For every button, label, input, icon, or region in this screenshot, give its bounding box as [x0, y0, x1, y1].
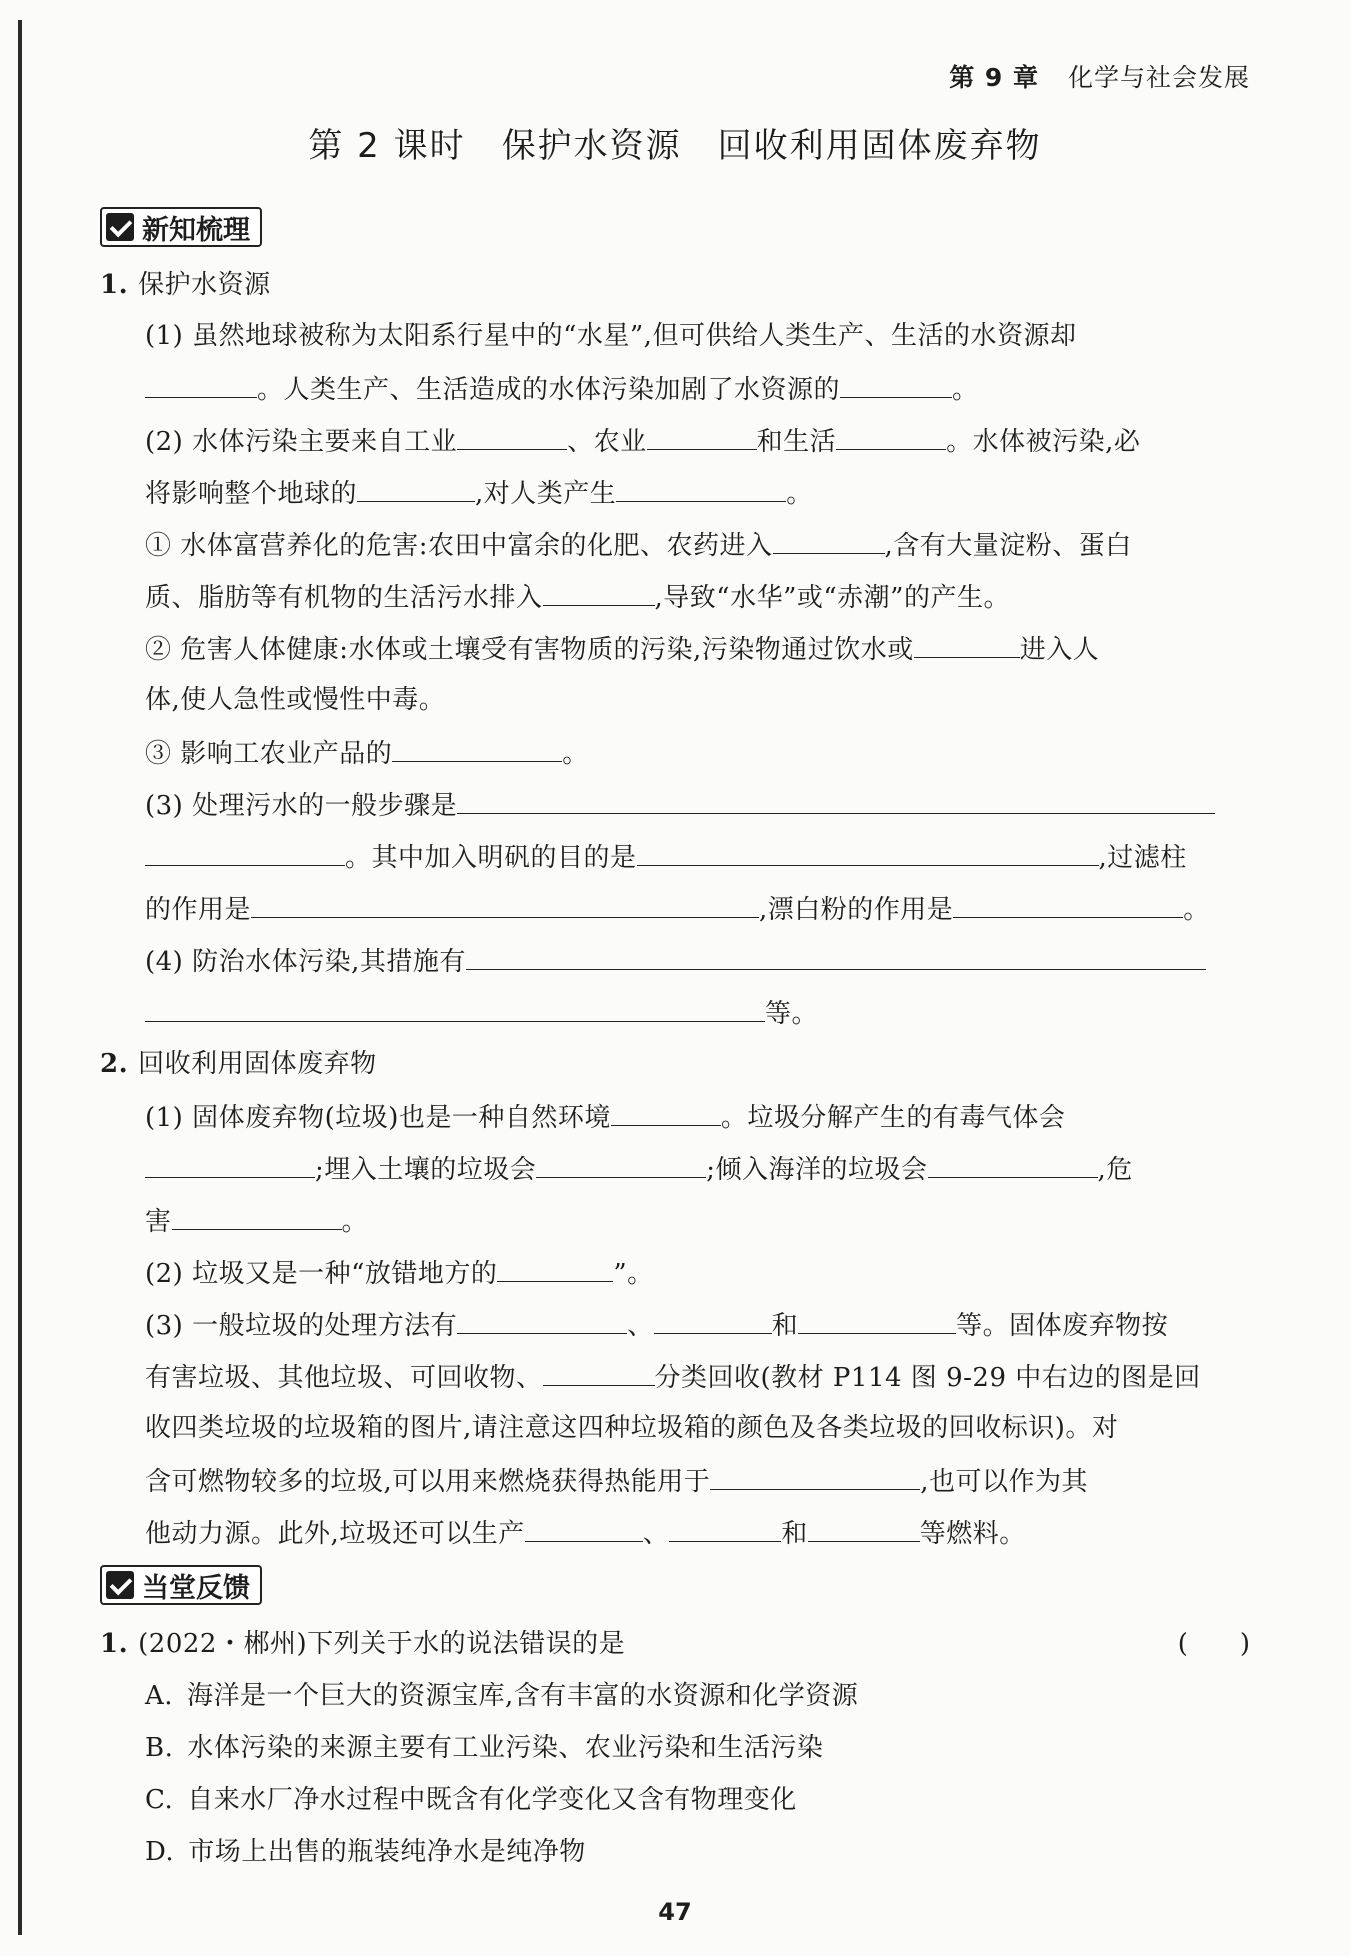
text-line: 将影响整个地球的 ,对人类产生 。 — [145, 475, 1250, 511]
text-line: (2) 水体污染主要来自工业 、农业 和生活 。水体被污染,必 — [145, 423, 1250, 459]
answer-blank[interactable] — [543, 579, 655, 606]
answer-blank[interactable] — [798, 1307, 956, 1334]
answer-blank[interactable] — [172, 1203, 342, 1230]
text-line: (2) 垃圾又是一种“放错地方的 ”。 — [145, 1255, 1250, 1291]
answer-blank[interactable] — [953, 891, 1183, 918]
text-line: 。其中加入明矾的目的是 ,过滤柱 — [145, 839, 1250, 875]
text-line: 他动力源。此外,垃圾还可以生产 、 和 等燃料。 — [145, 1515, 1250, 1551]
checkbox-icon — [106, 213, 134, 241]
text-line: ③ 影响工农业产品的 。 — [145, 735, 1250, 771]
text-line: 害 。 — [145, 1203, 1250, 1239]
answer-blank[interactable] — [145, 995, 765, 1022]
page-edge-shadow — [18, 20, 22, 1935]
running-header — [949, 58, 1250, 94]
text-line: (1) 固体废弃物(垃圾)也是一种自然环境 。垃圾分解产生的有毒气体会 — [145, 1099, 1250, 1135]
answer-blank[interactable] — [497, 1255, 613, 1282]
answer-blank[interactable] — [808, 1515, 920, 1542]
text-line: (4) 防治水体污染,其措施有 — [145, 943, 1250, 979]
option-a[interactable]: A. 海洋是一个巨大的资源宝库,含有丰富的水资源和化学资源 — [145, 1681, 859, 1711]
section-tag-new-knowledge: 新知梳理 — [100, 207, 262, 247]
chapter-number: 第 9 章 — [949, 63, 1040, 92]
answer-blank[interactable] — [840, 371, 952, 398]
answer-blank[interactable] — [773, 527, 885, 554]
answer-blank[interactable] — [616, 475, 786, 502]
answer-blank[interactable] — [611, 1099, 721, 1126]
text-line: ;埋入土壤的垃圾会 ;倾入海洋的垃圾会 ,危 — [145, 1151, 1250, 1187]
chapter-title: 化学与社会发展 — [1067, 63, 1250, 92]
text-line: 含可燃物较多的垃圾,可以用来燃烧获得热能用于 ,也可以作为其 — [145, 1463, 1250, 1499]
text-line: 。人类生产、生活造成的水体污染加剧了水资源的 。 — [145, 371, 1250, 407]
checkbox-icon — [106, 1571, 134, 1599]
answer-blank[interactable] — [466, 943, 1206, 970]
option-b[interactable]: B. 水体污染的来源主要有工业污染、农业污染和生活污染 — [145, 1733, 824, 1763]
answer-blank[interactable] — [357, 475, 475, 502]
option-c[interactable]: C. 自来水厂净水过程中既含有化学变化又含有物理变化 — [145, 1785, 797, 1815]
heading-1: 1. 保护水资源 — [100, 270, 271, 300]
text-line: ② 危害人体健康:水体或土壤受有害物质的污染,污染物通过饮水或 进入人 — [145, 631, 1250, 667]
question-1: 1. (2022・郴州)下列关于水的说法错误的是 — [100, 1629, 626, 1659]
option-d[interactable]: D. 市场上出售的瓶装纯净水是纯净物 — [145, 1837, 586, 1867]
text-line: 收四类垃圾的垃圾箱的图片,请注意这四种垃圾箱的颜色及各类垃圾的回收标识)。对 — [145, 1413, 1119, 1443]
text-line: (3) 一般垃圾的处理方法有 、 和 等。固体废弃物按 — [145, 1307, 1250, 1343]
answer-blank[interactable] — [710, 1463, 920, 1490]
answer-blank[interactable] — [637, 839, 1099, 866]
answer-blank[interactable] — [145, 839, 345, 866]
answer-bracket[interactable]: ( ) — [1177, 1629, 1250, 1659]
answer-blank[interactable] — [928, 1151, 1098, 1178]
answer-blank[interactable] — [543, 1359, 655, 1386]
answer-blank[interactable] — [914, 631, 1020, 658]
answer-blank[interactable] — [251, 891, 759, 918]
answer-blank[interactable] — [525, 1515, 643, 1542]
section-tag-feedback: 当堂反馈 — [100, 1565, 262, 1605]
text-line: 的作用是 ,漂白粉的作用是 。 — [145, 891, 1250, 927]
answer-blank[interactable] — [457, 423, 567, 450]
answer-blank[interactable] — [392, 735, 562, 762]
answer-blank[interactable] — [836, 423, 946, 450]
text-line: 等。 — [145, 995, 1250, 1031]
answer-blank[interactable] — [654, 1307, 772, 1334]
answer-blank[interactable] — [457, 787, 1215, 814]
lesson-title: 第 2 课时 保护水资源 回收利用固体废弃物 — [308, 126, 1042, 166]
page-number: 47 — [658, 1898, 692, 1926]
text-line: 有害垃圾、其他垃圾、可回收物、 分类回收(教材 P114 图 9-29 中右边的图是回 — [145, 1359, 1250, 1395]
answer-blank[interactable] — [536, 1151, 706, 1178]
text-line: (1) 虽然地球被称为太阳系行星中的“水星”,但可供给人类生产、生活的水资源却 — [145, 321, 1077, 351]
answer-blank[interactable] — [145, 1151, 315, 1178]
answer-blank[interactable] — [647, 423, 757, 450]
answer-blank[interactable] — [669, 1515, 781, 1542]
heading-2: 2. 回收利用固体废弃物 — [100, 1049, 377, 1079]
text-line: (3) 处理污水的一般步骤是 — [145, 787, 1250, 823]
text-line: 体,使人急性或慢性中毒。 — [145, 685, 446, 715]
text-line: 质、脂肪等有机物的生活污水排入 ,导致“水华”或“赤潮”的产生。 — [145, 579, 1250, 615]
answer-blank[interactable] — [145, 371, 257, 398]
text-line: ① 水体富营养化的危害:农田中富余的化肥、农药进入 ,含有大量淀粉、蛋白 — [145, 527, 1250, 563]
answer-blank[interactable] — [457, 1307, 627, 1334]
